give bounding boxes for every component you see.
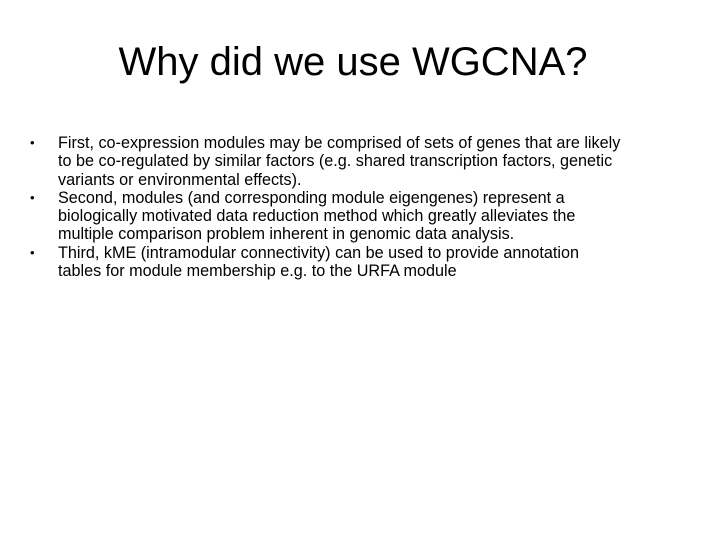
bullet-line: variants or environmental effects). <box>58 170 302 189</box>
bullet-line: First, co-expression modules may be comprised of sets of genes that are likely <box>58 134 621 152</box>
bullet-line: multiple comparison problem inherent in genomic data analysis. <box>58 225 515 244</box>
slide-title: Why did we use WGCNA? <box>118 40 588 84</box>
bullet-list <box>30 134 692 280</box>
bullet-line: to be co-regulated by similar factors (e.g. shared transcription factors, genetic <box>58 152 613 171</box>
bullet-dot-icon: • <box>30 244 35 260</box>
bullet-line: tables for module membership e.g. to the URFA module <box>58 262 457 281</box>
bullet-item <box>30 134 692 189</box>
bullet-dot-icon: • <box>30 135 35 150</box>
bullet-dot-icon: • <box>30 189 35 205</box>
bullet-line: Second, modules (and corresponding module eigengenes) represent a <box>58 188 565 207</box>
bullet-item <box>30 189 692 244</box>
bullet-item <box>30 244 692 281</box>
bullet-line: Third, kME (intramodular connectivity) can be used to provide annotation <box>58 243 579 262</box>
bullet-line: biologically motivated data reduction method which greatly alleviates the <box>58 207 576 226</box>
